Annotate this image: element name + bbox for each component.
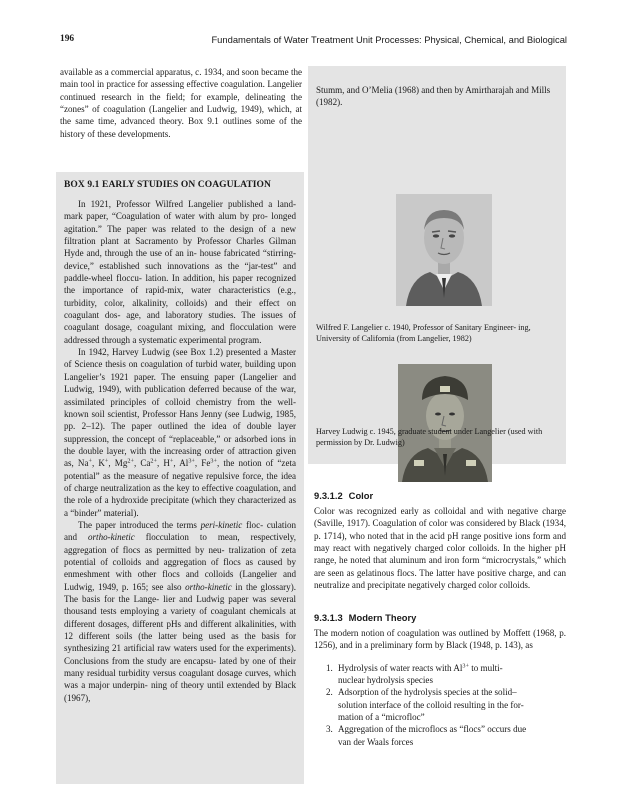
caption-ludwig: Harvey Ludwig c. 1945, graduate student under Langelier (used with permission by Dr. Ludwig) xyxy=(316,427,543,448)
running-title: Fundamentals of Water Treatment Unit Processes: Physical, Chemical, and Biological xyxy=(211,34,567,45)
intro-paragraph xyxy=(60,66,302,140)
portrait-langelier-drawing xyxy=(396,194,492,306)
box-continuation-text: Stumm, and O’Melia (1968) and then by Amirtharajah and Mills (1982). xyxy=(316,85,551,108)
running-header xyxy=(60,34,567,48)
portrait-ludwig-drawing xyxy=(398,364,492,482)
section-modern-theory xyxy=(314,612,566,748)
section-color xyxy=(314,490,566,591)
box-title: BOX 9.1 EARLY STUDIES ON COAGULATION xyxy=(64,180,272,190)
portrait-ludwig xyxy=(398,364,492,482)
ion-series: given as, Na+, K+, $Mg^{2+}$, $Ca^{2+}$, H+, $Al^{3+}$, $Fe^{3+}$, the xyxy=(64,445,297,469)
caption-langelier: Wilfred F. Langelier c. 1940, Professor of Sanitary Engineer- ing, University of California (from Langelier, 1982) xyxy=(316,323,531,344)
term-ortho-kinetic: ortho-kinetic xyxy=(88,532,135,543)
box-continuation-panel xyxy=(308,66,566,464)
list-item: 2. Adsorption of the hydrolysis species at the solid– solution interface of the colloid resulting in the for- mation of a “microfloc” xyxy=(326,687,524,723)
section-heading-color: 9.3.1.2 Color xyxy=(314,490,374,501)
page-number: 196 xyxy=(60,34,75,44)
section-modern-text: The modern notion of coagulation was outlined by Moffett (1968, p. 1256), and in a preliminary form by Black (1948, p. 143), as xyxy=(314,628,566,651)
list-item: 1. Hydrolysis of water reacts with $Al^{3+}$ to multi- nuclear hydrolysis species xyxy=(326,662,503,686)
box-paragraph-1: In 1921, Professor Wilfred Langelier published a land- mark paper, “Coagulation of water with alum by pro- longed agitation.” The paper was related to the design of a new filtration plant at Sacramento by Professor Charles Gilman Hyde and, through the use of an in- house fabricated “stirring-device,” established such innovations as the “jar-test” and paddle-wheel floccu- lation. In addition, his paper recognized the importance of rapid-mix, water characteristics (e.g., turbidity, color, alkalinity, colloids) and their effect on coagulant dos- age, and laboratory studies. The issues of coagulant dosage, coagulant mixing, and flocculation were addressed through a systematic experimental program. xyxy=(64,199,297,345)
list-item: 3. Aggregation of the microflocs as “flocs” occurs due van der Waals forces xyxy=(326,724,527,747)
coagulation-steps-list xyxy=(314,662,566,748)
intro-text: available as a commercial apparatus, c. 1934, and soon became the main tool in practice for assessing effective coagulation. Langelier continued research in the field; for example, delineating the “zones” of coagulation (Langelier and Ludwig, 1949), which, at the same time, advanced theory. Box 9.1 outlines some of the history of these developments. xyxy=(60,67,303,139)
term-peri-kinetic: peri-kinetic xyxy=(200,519,243,530)
section-color-text: Color was recognized early as colloidal and with negative charge (Saville, 1917). Coagulation of color was considered by Black (1934, p. 1714), who noted that in the acid pH range positive ions form and may react with negatively charged color colloids. In the higher pH range, he noted that aluminum and iron form “microcrystals,” which are seen as gelatinous flocs. The latter have positive charge, and can neutralize and precipitate negatively charged color colloids. xyxy=(314,506,567,591)
caption-ludwig-block xyxy=(314,426,566,449)
term-ortho-kinetic-glossary: ortho-kinetic xyxy=(185,581,232,592)
box-9-1 xyxy=(56,172,304,784)
portrait-langelier xyxy=(396,194,492,306)
box-paragraph-3: The paper introduced the terms peri-kinetic floc- culation and ortho-kinetic flocculation to mean, respectively, aggregation of flocs as permitted by neu- tralization of zeta potential of colloids and aggregation of flocs as caused by enmeshment with other flocs and colloids (Langelier and Ludwig, 1949, p. 165; see also ortho-kinetic in the glossary). The basis for the Lange- lier and Ludwig paper was several thousand tests employing a variety of coagulant chemicals at different dosages, different pHs and different alkalinities, with 12 different soils (the latter being used as the basis for synthesizing 21 artificial raw waters used for the experiments). Conclusions from the study are encapsu- lated by one of their many residual turbidity versus coagulant dosage curves, which was a major underpin- ning of theory until extended by Black (1967), xyxy=(64,519,297,703)
section-heading-modern-theory: 9.3.1.3 Modern Theory xyxy=(314,612,417,623)
box-paragraph-2: In 1942, Harvey Ludwig (see Box 1.2) presented a Master of Science thesis on coagulation of turbid water, building upon Langelier’s 1921 paper. The ensuing paper (Langelier and Ludwig, 1949), with publication deferred because of the war, assimilated principles of colloid chemistry from the well-known soil scientist, Professor Hans Jenny (see Ludwig, 1985, pp. 2–12). The paper outlined the idea of double layer suppression, the concept of “replaceable,” or adsorbed ions in the double layer, with the increasing order of attraction given as, Na+, K+, $Mg^{2+}$, $Ca^{2+}$, H+, $Al^{3+}$, $Fe^{3+}$, the notion of “zeta potential” as the measure of negative repulsive force, the idea of charge neutralization as the key to effective coagulation, and the role of a hydroxide precipitate (which they characterized as a “binder” material). xyxy=(64,347,297,518)
